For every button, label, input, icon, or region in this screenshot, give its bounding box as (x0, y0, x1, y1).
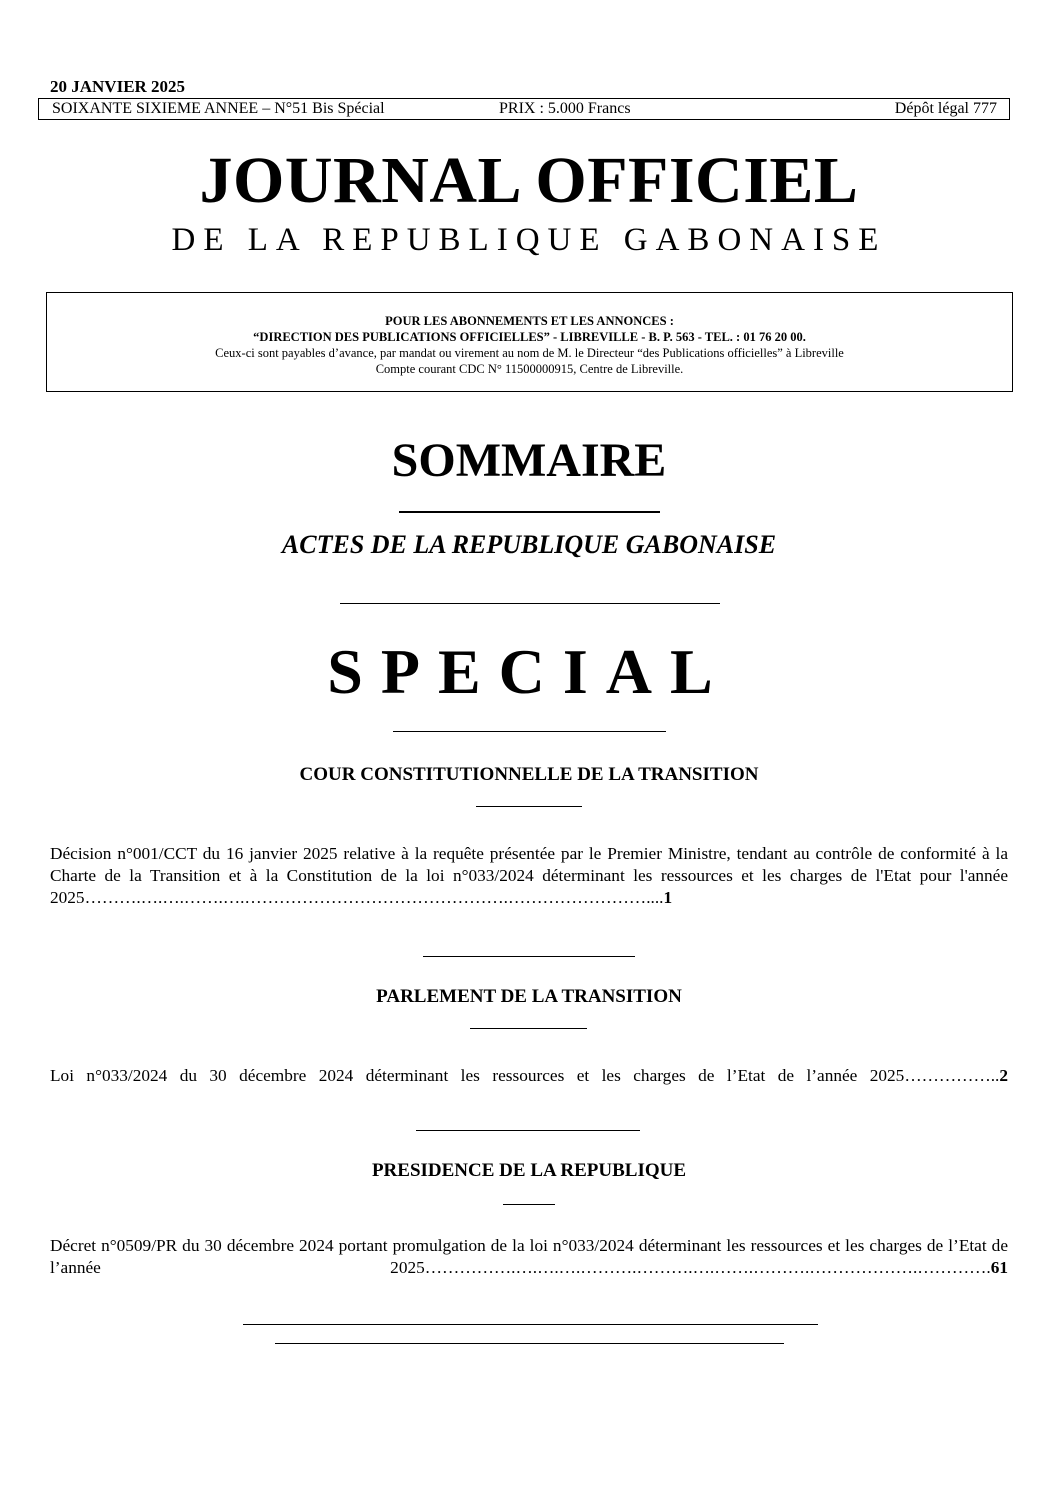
toc-entry[interactable] (50, 1065, 1008, 1087)
toc-page-number: 2 (999, 1066, 1008, 1085)
issue-info-bar (38, 98, 1010, 120)
subscription-box (46, 292, 1013, 392)
closing-rule (275, 1343, 784, 1344)
toc-entry[interactable] (50, 843, 1008, 909)
summary-heading: SOMMAIRE (391, 434, 667, 487)
divider (470, 1028, 587, 1029)
divider (423, 956, 635, 957)
divider (503, 1204, 555, 1205)
special-heading: SPECIAL (327, 636, 731, 707)
toc-entry-text: Décision n°001/CCT du 16 janvier 2025 relative à la requête présentée par le Premier Ministre, tendant au contrôle de conformité à la Charte de la Transition et à la Constitution de la loi n°033/2024 déterminant les ressources et les charges de l'Etat pour l'année 2025 (50, 844, 1008, 907)
edition-number: SOIXANTE SIXIEME ANNEE – N°51 Bis Spécial (52, 100, 385, 117)
toc-entry[interactable] (50, 1235, 1008, 1279)
legal-deposit: Dépôt légal 777 (894, 100, 997, 117)
toc-leader-dots: …………….. (904, 1066, 1000, 1085)
journal-subtitle: DE LA REPUBLIQUE GABONAISE (171, 222, 887, 258)
toc-leader-dots: ……….….….…….….……………………………………….…………………….... (84, 888, 664, 907)
toc-page-number: 1 (663, 888, 673, 907)
issue-date: 20 JANVIER 2025 (50, 77, 186, 96)
publisher-address: “DIRECTION DES PUBLICATIONS OFFICIELLES” - LIBREVILLE - B. P. 563 - TEL. : 01 76 20 00. (253, 330, 806, 344)
divider (416, 1130, 640, 1131)
toc-entry-text: Loi n°033/2024 du 30 décembre 2024 déterminant les ressources et les charges de l’Etat de l’année 2025 (50, 1066, 905, 1085)
closing-rule (243, 1324, 818, 1325)
section-title-parliament: PARLEMENT DE LA TRANSITION (376, 986, 682, 1007)
toc-leader-dots: …………….….….….……….……….….…….……….……………….…………. (424, 1258, 991, 1277)
payment-terms: Ceux-ci sont payables d’avance, par mandat ou virement au nom de M. le Directeur “des Publications officielles” à Libreville (215, 346, 844, 360)
divider (476, 806, 582, 807)
toc-entry-text: Décret n°0509/PR du 30 décembre 2024 portant promulgation de la loi n°033/2024 déterminant les ressources et les charges de l’Etat de l’année 2025 (50, 1236, 1008, 1277)
journal-title: JOURNAL OFFICIEL (199, 144, 859, 217)
section-title-constitutional-court: COUR CONSTITUTIONNELLE DE LA TRANSITION (299, 764, 759, 785)
acts-heading: ACTES DE LA REPUBLIQUE GABONAISE (281, 530, 777, 559)
divider (340, 603, 720, 604)
section-title-presidency: PRESIDENCE DE LA REPUBLIQUE (371, 1160, 687, 1181)
toc-page-number: 61 (990, 1258, 1008, 1277)
bank-account: Compte courant CDC N° 11500000915, Centre de Libreville. (375, 362, 684, 376)
divider (399, 511, 660, 513)
price: PRIX : 5.000 Francs (499, 100, 631, 117)
subscription-heading: POUR LES ABONNEMENTS ET LES ANNONCES : (385, 314, 674, 328)
divider (393, 731, 666, 732)
